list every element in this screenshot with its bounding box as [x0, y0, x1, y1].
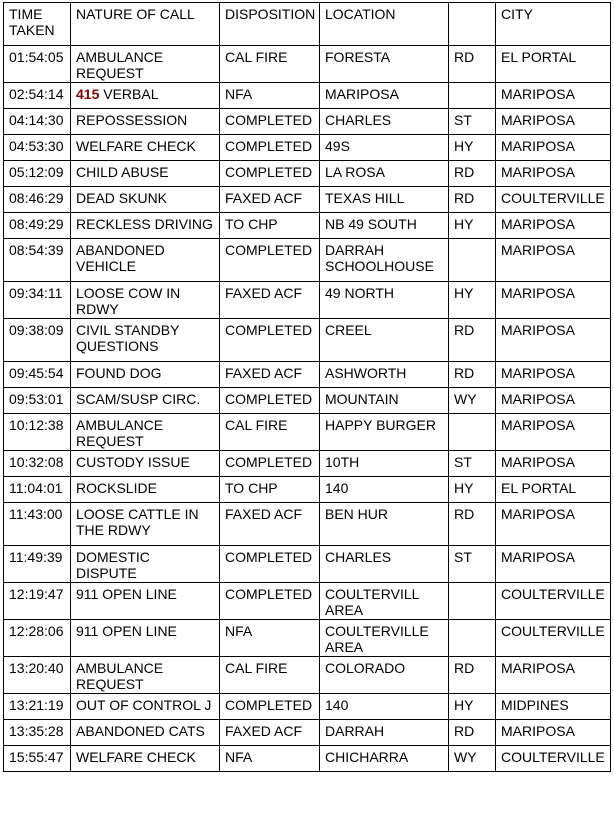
- city-cell: MARIPOSA: [496, 503, 611, 546]
- nature-text: FOUND DOG: [76, 365, 162, 381]
- suffix-cell: [449, 414, 496, 451]
- table-row: [4, 161, 611, 187]
- nature-text: REPOSSESSION: [76, 112, 188, 128]
- location-cell: 140: [320, 694, 449, 720]
- time-cell: 02:54:14: [4, 83, 71, 109]
- nature-cell: [71, 503, 220, 546]
- table-row: [4, 503, 611, 546]
- city-cell: EL PORTAL: [496, 46, 611, 83]
- suffix-cell: WY: [449, 746, 496, 772]
- city-cell: COULTERVILLE: [496, 620, 611, 657]
- location-cell: DARRAH SCHOOLHOUSE: [320, 239, 449, 282]
- disposition-cell: CAL FIRE: [220, 46, 320, 83]
- nature-cell: [71, 746, 220, 772]
- suffix-cell: HY: [449, 282, 496, 319]
- time-cell: 12:28:06: [4, 620, 71, 657]
- suffix-cell: WY: [449, 388, 496, 414]
- nature-cell: [71, 620, 220, 657]
- location-cell: NB 49 SOUTH: [320, 213, 449, 239]
- header-row: [4, 3, 611, 46]
- disposition-cell: COMPLETED: [220, 694, 320, 720]
- table-row: [4, 451, 611, 477]
- nature-text: WELFARE CHECK: [76, 138, 196, 154]
- time-cell: 10:32:08: [4, 451, 71, 477]
- nature-cell: [71, 583, 220, 620]
- disposition-cell: CAL FIRE: [220, 414, 320, 451]
- suffix-cell: RD: [449, 161, 496, 187]
- nature-cell: [71, 388, 220, 414]
- disposition-cell: NFA: [220, 620, 320, 657]
- suffix-cell: [449, 620, 496, 657]
- nature-cell: [71, 657, 220, 694]
- suffix-cell: RD: [449, 46, 496, 83]
- time-cell: 12:19:47: [4, 583, 71, 620]
- disposition-cell: FAXED ACF: [220, 720, 320, 746]
- time-cell: 13:35:28: [4, 720, 71, 746]
- disposition-cell: NFA: [220, 746, 320, 772]
- city-cell: MARIPOSA: [496, 135, 611, 161]
- location-cell: BEN HUR: [320, 503, 449, 546]
- nature-text: CIVIL STANDBY QUESTIONS: [76, 322, 180, 354]
- city-cell: MARIPOSA: [496, 657, 611, 694]
- nature-text: CHILD ABUSE: [76, 164, 169, 180]
- location-cell: TEXAS HILL: [320, 187, 449, 213]
- time-cell: 08:46:29: [4, 187, 71, 213]
- city-cell: MIDPINES: [496, 694, 611, 720]
- nature-text: RECKLESS DRIVING: [76, 216, 213, 232]
- nature-text: VERBAL: [99, 86, 159, 102]
- nature-text: CUSTODY ISSUE: [76, 454, 190, 470]
- nature-cell: [71, 694, 220, 720]
- time-cell: 11:43:00: [4, 503, 71, 546]
- location-cell: MARIPOSA: [320, 83, 449, 109]
- time-cell: 09:38:09: [4, 319, 71, 362]
- disposition-cell: TO CHP: [220, 477, 320, 503]
- nature-cell: [71, 239, 220, 282]
- suffix-cell: RD: [449, 319, 496, 362]
- location-cell: CHARLES: [320, 109, 449, 135]
- city-cell: MARIPOSA: [496, 451, 611, 477]
- table-row: [4, 583, 611, 620]
- location-cell: 10TH: [320, 451, 449, 477]
- suffix-cell: [449, 83, 496, 109]
- suffix-cell: RD: [449, 362, 496, 388]
- disposition-cell: COMPLETED: [220, 546, 320, 583]
- table-row: [4, 213, 611, 239]
- nature-text: AMBULANCE REQUEST: [76, 417, 164, 449]
- table-row: [4, 746, 611, 772]
- header-suffix: [449, 3, 496, 46]
- table-row: [4, 282, 611, 319]
- location-cell: CREEL: [320, 319, 449, 362]
- time-cell: 08:54:39: [4, 239, 71, 282]
- city-cell: MARIPOSA: [496, 720, 611, 746]
- time-cell: 04:53:30: [4, 135, 71, 161]
- table-row: [4, 319, 611, 362]
- nature-cell: [71, 187, 220, 213]
- location-cell: CHARLES: [320, 546, 449, 583]
- location-cell: HAPPY BURGER: [320, 414, 449, 451]
- time-cell: 09:34:11: [4, 282, 71, 319]
- location-cell: COULTERVILL AREA: [320, 583, 449, 620]
- suffix-cell: ST: [449, 109, 496, 135]
- city-cell: MARIPOSA: [496, 319, 611, 362]
- header-time: TIME TAKEN: [4, 3, 71, 46]
- table-row: [4, 46, 611, 83]
- table-row: [4, 657, 611, 694]
- disposition-cell: FAXED ACF: [220, 187, 320, 213]
- city-cell: MARIPOSA: [496, 213, 611, 239]
- nature-cell: [71, 451, 220, 477]
- nature-cell: [71, 414, 220, 451]
- table-row: [4, 477, 611, 503]
- disposition-cell: COMPLETED: [220, 583, 320, 620]
- table-row: [4, 620, 611, 657]
- suffix-cell: RD: [449, 657, 496, 694]
- city-cell: EL PORTAL: [496, 477, 611, 503]
- time-cell: 09:45:54: [4, 362, 71, 388]
- suffix-cell: HY: [449, 477, 496, 503]
- location-cell: 49S: [320, 135, 449, 161]
- nature-cell: [71, 319, 220, 362]
- nature-cell: [71, 362, 220, 388]
- location-cell: 140: [320, 477, 449, 503]
- city-cell: MARIPOSA: [496, 414, 611, 451]
- nature-text: ABANDONED CATS: [76, 723, 205, 739]
- city-cell: MARIPOSA: [496, 282, 611, 319]
- nature-text: LOOSE CATTLE IN THE RDWY: [76, 506, 199, 538]
- nature-cell: [71, 546, 220, 583]
- table-row: [4, 694, 611, 720]
- location-cell: COULTERVILLE AREA: [320, 620, 449, 657]
- table-row: [4, 546, 611, 583]
- header-nature: NATURE OF CALL: [71, 3, 220, 46]
- table-row: [4, 388, 611, 414]
- nature-cell: [71, 161, 220, 187]
- table-row: [4, 720, 611, 746]
- city-cell: MARIPOSA: [496, 362, 611, 388]
- disposition-cell: FAXED ACF: [220, 282, 320, 319]
- disposition-cell: NFA: [220, 83, 320, 109]
- table-row: [4, 414, 611, 451]
- disposition-cell: FAXED ACF: [220, 362, 320, 388]
- table-row: [4, 239, 611, 282]
- disposition-cell: COMPLETED: [220, 161, 320, 187]
- location-cell: CHICHARRA: [320, 746, 449, 772]
- nature-text: 911 OPEN LINE: [76, 623, 177, 639]
- suffix-cell: HY: [449, 213, 496, 239]
- suffix-cell: [449, 239, 496, 282]
- time-cell: 15:55:47: [4, 746, 71, 772]
- suffix-cell: RD: [449, 720, 496, 746]
- nature-text: ABANDONED VEHICLE: [76, 242, 165, 274]
- call-log-table: [3, 2, 611, 772]
- location-cell: MOUNTAIN: [320, 388, 449, 414]
- city-cell: MARIPOSA: [496, 546, 611, 583]
- nature-cell: [71, 109, 220, 135]
- city-cell: MARIPOSA: [496, 239, 611, 282]
- table-body: [4, 46, 611, 772]
- nature-text: ROCKSLIDE: [76, 480, 157, 496]
- nature-text: DEAD SKUNK: [76, 190, 168, 206]
- nature-cell: [71, 135, 220, 161]
- city-cell: COULTERVILLE: [496, 746, 611, 772]
- city-cell: MARIPOSA: [496, 83, 611, 109]
- nature-cell: [71, 213, 220, 239]
- nature-text: 911 OPEN LINE: [76, 586, 177, 602]
- nature-text: SCAM/SUSP CIRC.: [76, 391, 201, 407]
- city-cell: COULTERVILLE: [496, 583, 611, 620]
- suffix-cell: RD: [449, 187, 496, 213]
- table-row: [4, 187, 611, 213]
- header-disposition: DISPOSITION: [220, 3, 320, 46]
- table-row: [4, 109, 611, 135]
- suffix-cell: HY: [449, 694, 496, 720]
- disposition-cell: COMPLETED: [220, 135, 320, 161]
- nature-text: AMBULANCE REQUEST: [76, 660, 164, 692]
- table-row: [4, 362, 611, 388]
- location-cell: LA ROSA: [320, 161, 449, 187]
- nature-cell: [71, 720, 220, 746]
- time-cell: 08:49:29: [4, 213, 71, 239]
- disposition-cell: COMPLETED: [220, 239, 320, 282]
- suffix-cell: RD: [449, 503, 496, 546]
- header-location: LOCATION: [320, 3, 449, 46]
- suffix-cell: HY: [449, 135, 496, 161]
- disposition-cell: CAL FIRE: [220, 657, 320, 694]
- location-cell: DARRAH: [320, 720, 449, 746]
- time-cell: 11:49:39: [4, 546, 71, 583]
- time-cell: 09:53:01: [4, 388, 71, 414]
- location-cell: ASHWORTH: [320, 362, 449, 388]
- location-cell: COLORADO: [320, 657, 449, 694]
- nature-cell: [71, 282, 220, 319]
- table-row: [4, 83, 611, 109]
- location-cell: 49 NORTH: [320, 282, 449, 319]
- disposition-cell: FAXED ACF: [220, 503, 320, 546]
- suffix-cell: ST: [449, 451, 496, 477]
- nature-text: WELFARE CHECK: [76, 749, 196, 765]
- nature-text: OUT OF CONTROL J: [76, 697, 212, 713]
- nature-text: DOMESTIC DISPUTE: [76, 549, 150, 581]
- time-cell: 10:12:38: [4, 414, 71, 451]
- location-cell: FORESTA: [320, 46, 449, 83]
- disposition-cell: COMPLETED: [220, 388, 320, 414]
- city-cell: MARIPOSA: [496, 109, 611, 135]
- city-cell: COULTERVILLE: [496, 187, 611, 213]
- nature-cell: [71, 46, 220, 83]
- suffix-cell: [449, 583, 496, 620]
- time-cell: 01:54:05: [4, 46, 71, 83]
- disposition-cell: TO CHP: [220, 213, 320, 239]
- suffix-cell: ST: [449, 546, 496, 583]
- disposition-cell: COMPLETED: [220, 451, 320, 477]
- time-cell: 11:04:01: [4, 477, 71, 503]
- city-cell: MARIPOSA: [496, 388, 611, 414]
- nature-cell: [71, 477, 220, 503]
- table-row: [4, 135, 611, 161]
- nature-text: AMBULANCE REQUEST: [76, 49, 164, 81]
- disposition-cell: COMPLETED: [220, 109, 320, 135]
- time-cell: 13:20:40: [4, 657, 71, 694]
- disposition-cell: COMPLETED: [220, 319, 320, 362]
- nature-text: LOOSE COW IN RDWY: [76, 285, 181, 317]
- header-city: CITY: [496, 3, 611, 46]
- nature-cell: [71, 83, 220, 109]
- penal-code: 415: [76, 86, 100, 102]
- time-cell: 04:14:30: [4, 109, 71, 135]
- time-cell: 13:21:19: [4, 694, 71, 720]
- city-cell: MARIPOSA: [496, 161, 611, 187]
- time-cell: 05:12:09: [4, 161, 71, 187]
